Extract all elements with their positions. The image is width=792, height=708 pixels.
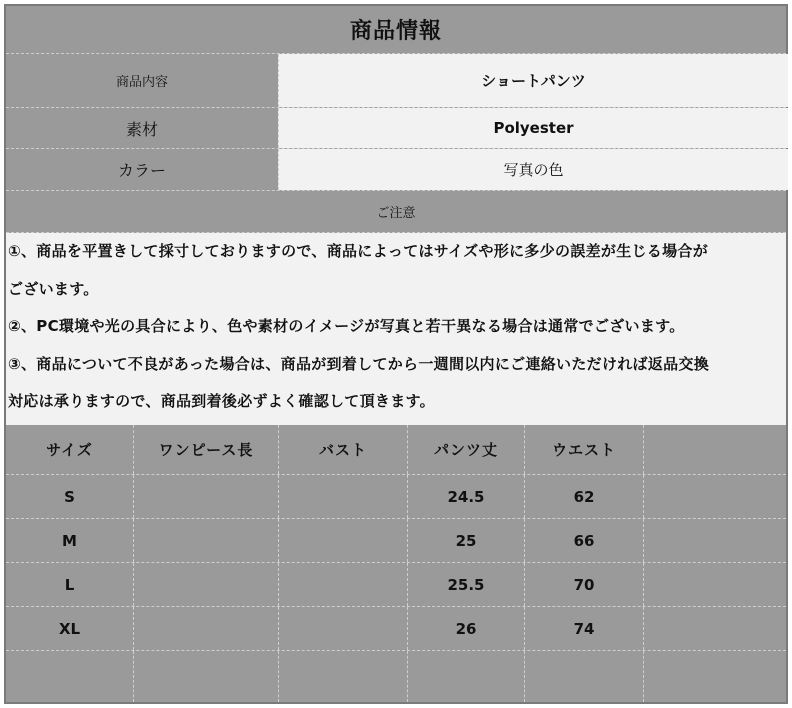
info-row-color [6, 149, 786, 191]
column-header-text: ワンピース長 [158, 441, 254, 459]
column-header [524, 425, 643, 474]
table-cell [407, 607, 524, 650]
table-cell [524, 607, 643, 650]
column-header [133, 425, 278, 474]
column-header-text: ウエスト [551, 441, 616, 459]
notice-header-text: ご注意 [376, 206, 416, 221]
table-cell [407, 651, 524, 702]
title-row [6, 6, 786, 54]
cell-text: 26 [455, 619, 477, 638]
table-row [6, 519, 786, 563]
table-row [6, 475, 786, 519]
table-cell [524, 563, 643, 606]
info-value-cell [278, 149, 788, 190]
column-header [643, 425, 788, 474]
table-cell [133, 607, 278, 650]
info-value: 写真の色 [503, 161, 564, 179]
table-cell [524, 651, 643, 702]
note-line: ございます。 [8, 279, 99, 298]
cell-text: M [62, 531, 77, 550]
column-header [278, 425, 407, 474]
column-header [6, 425, 133, 474]
table-cell [6, 519, 133, 562]
table-cell [6, 651, 133, 702]
cell-text: 70 [573, 575, 595, 594]
cell-text: 66 [573, 531, 595, 550]
info-label-cell [6, 108, 278, 148]
table-cell [6, 475, 133, 518]
info-value-cell [278, 54, 788, 107]
info-value: ショートパンツ [481, 72, 586, 90]
info-label: 素材 [125, 119, 158, 139]
cell-text: 62 [573, 487, 595, 506]
info-label: カラー [117, 161, 166, 180]
product-info-table [4, 4, 788, 704]
table-cell [133, 563, 278, 606]
notes-block [6, 233, 786, 425]
note-line: ①、商品を平置きして採寸しておりますので、商品によってはサイズや形に多少の誤差が生じる場合が [8, 242, 709, 260]
note-line: ②、PC環境や光の具合により、色や素材のイメージが写真と若干異なる場合は通常でございます。 [8, 317, 685, 336]
column-header [407, 425, 524, 474]
table-cell [278, 563, 407, 606]
size-table-header [6, 425, 786, 475]
cell-text: XL [58, 619, 81, 638]
info-value-cell [278, 108, 788, 148]
table-cell [524, 519, 643, 562]
notice-header-row [6, 191, 786, 233]
info-row-content [6, 54, 786, 108]
page-title [6, 6, 786, 53]
table-cell [278, 475, 407, 518]
table-cell [643, 519, 788, 562]
info-row-material [6, 108, 786, 149]
table-row [6, 563, 786, 607]
table-cell [643, 607, 788, 650]
note-line: 対応は承りますので、商品到着後必ずよく確認して頂きます。 [8, 392, 435, 411]
page-title-text: 商品情報 [349, 19, 442, 44]
table-cell [278, 607, 407, 650]
notice-header [6, 191, 786, 232]
table-row [6, 607, 786, 651]
column-header-text: サイズ [46, 441, 93, 459]
cell-text: 25 [455, 531, 477, 550]
cell-text: S [64, 487, 75, 506]
note-line: ③、商品について不良があった場合は、商品が到着してから一週間以内にご連絡いただければ返品交換 [8, 354, 710, 373]
table-cell [133, 651, 278, 702]
table-cell [643, 475, 788, 518]
cell-text: 74 [573, 619, 595, 638]
table-cell [6, 563, 133, 606]
table-cell [278, 651, 407, 702]
cell-text: 24.5 [447, 487, 485, 506]
table-cell [524, 475, 643, 518]
table-row [6, 651, 786, 702]
table-cell [643, 563, 788, 606]
cell-text: L [64, 575, 75, 594]
table-cell [643, 651, 788, 702]
table-cell [278, 519, 407, 562]
table-cell [6, 607, 133, 650]
info-label-cell [6, 54, 278, 107]
table-cell [133, 519, 278, 562]
info-value: Polyester [493, 119, 574, 137]
cell-text: 25.5 [447, 575, 485, 594]
table-cell [133, 475, 278, 518]
info-label: 商品内容 [115, 75, 168, 90]
info-label-cell [6, 149, 278, 190]
column-header-text: パンツ丈 [433, 441, 498, 459]
table-cell [407, 475, 524, 518]
table-cell [407, 519, 524, 562]
column-header-text: バスト [318, 441, 367, 459]
table-cell [407, 563, 524, 606]
